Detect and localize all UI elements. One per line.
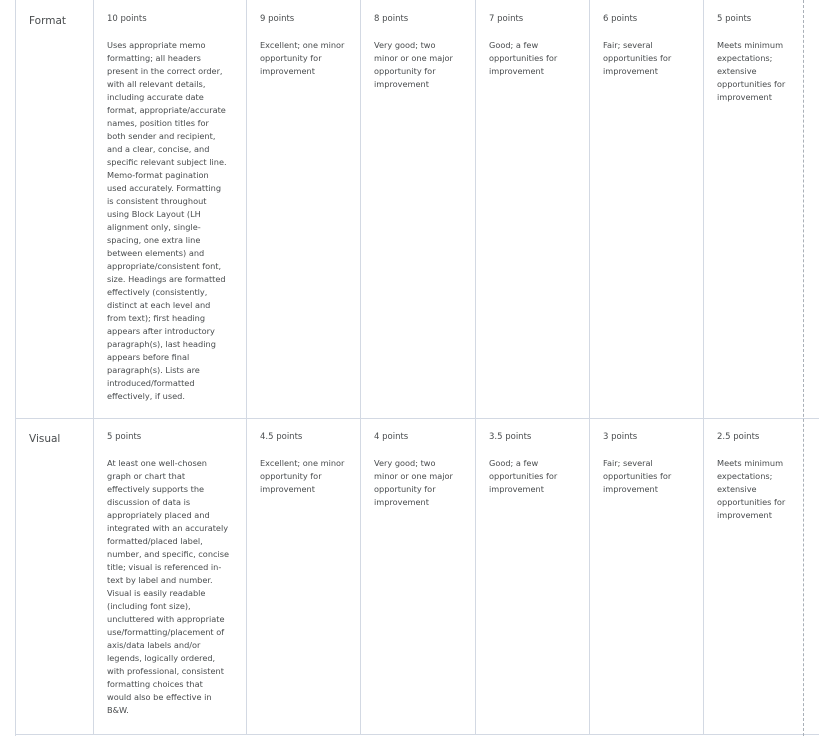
level-description: At least one well-chosen graph or chart that effectively supports the discussion of data is appropriately placed and integrated with an accurately formatted/placed label, number, and specific, concise title; visual is referenced in- text by label and number. Visual is easily readable (including font size), uncluttered with appropriate use/formatting/placement of axis/data labels and/or legends, logically ordered, with professional, consistent formatting choices that would also be effective in B&W. — [107, 458, 230, 715]
level-description: Meets minimum expectations; extensive opportunities for improvement — [717, 458, 786, 520]
level-description: Meets minimum expectations; extensive opportunities for improvement — [717, 40, 786, 102]
level-description: Excellent; one minor opportunity for improvement — [260, 458, 345, 494]
level-description: Good; a few opportunities for improvement — [489, 458, 558, 494]
rubric-table — [15, 0, 819, 736]
level-cell — [94, 418, 247, 734]
level-points: 2.5 points — [717, 432, 760, 442]
level-points: 4 points — [374, 432, 409, 442]
level-cell — [247, 418, 361, 734]
level-points: 10 points — [107, 14, 147, 24]
level-points: 5 points — [717, 14, 752, 24]
level-description: Very good; two minor or one major opportunity for improvement — [374, 40, 453, 89]
criterion-cell — [16, 418, 94, 734]
level-cell — [476, 418, 590, 734]
level-points: 6 points — [603, 14, 638, 24]
level-points: 9 points — [260, 14, 295, 24]
level-description: Fair; several opportunities for improvement — [603, 40, 672, 76]
level-points: 8 points — [374, 14, 409, 24]
level-points: 4.5 points — [260, 432, 303, 442]
level-description: Good; a few opportunities for improvement — [489, 40, 558, 76]
level-cell — [476, 0, 590, 418]
level-cell — [704, 418, 819, 734]
level-description: Uses appropriate memo formatting; all headers present in the correct order, with all relevant details, including accurate date format, appropriate/accurate names, position titles for both sender and recipient, and a clear, concise, and specific relevant subject line. Memo-format pagination used accurately. Formatting is consistent throughout using Block Layout (LH alignment only, single- spacing, one extra line between elements) and appropriate/consistent font, size. Headings are formatted effectively (consistently, distinct at each level and from text); first heading appears after introductory paragraph(s), last heading appears before final paragraph(s). Lists are introduced/formatted effectively, if used. — [107, 40, 227, 401]
level-points: 7 points — [489, 14, 524, 24]
level-cell — [590, 0, 704, 418]
rubric-row-format — [16, 0, 819, 419]
level-points: 5 points — [107, 432, 142, 442]
level-description: Fair; several opportunities for improvement — [603, 458, 672, 494]
level-points: 3 points — [603, 432, 638, 442]
criterion-name: Format — [29, 15, 67, 27]
criterion-name: Visual — [29, 433, 61, 445]
level-cell — [361, 0, 476, 418]
scroll-edge-divider — [803, 0, 804, 736]
level-points: 3.5 points — [489, 432, 532, 442]
level-description: Excellent; one minor opportunity for improvement — [260, 40, 345, 76]
criterion-cell — [16, 0, 94, 418]
level-cell — [247, 0, 361, 418]
level-cell — [361, 418, 476, 734]
level-description: Very good; two minor or one major opportunity for improvement — [374, 458, 453, 507]
level-cell — [94, 0, 247, 418]
rubric-row-visual — [16, 418, 819, 735]
level-cell — [704, 0, 819, 418]
level-cell — [590, 418, 704, 734]
